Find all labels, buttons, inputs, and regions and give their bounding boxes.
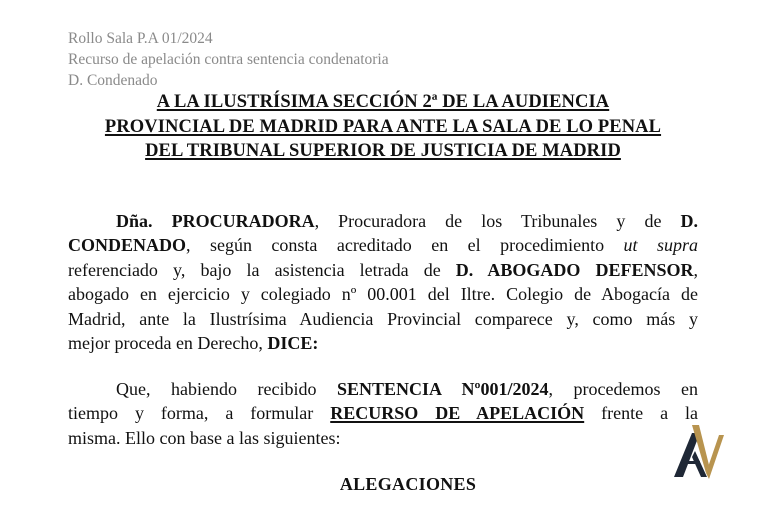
procurator-name: Dña. PROCURADORA <box>116 211 315 231</box>
sentence-reference: SENTENCIA Nº001/2024 <box>337 379 549 399</box>
document-title <box>60 90 706 164</box>
paragraph-line: abogado en ejercicio y colegiado nº 00.001 del Iltre. Colegio de Abogacía de <box>68 284 698 305</box>
paragraph-line: Que, habiendo recibido SENTENCIA Nº001/2024, procedemos en <box>116 379 698 399</box>
appeal-paragraph <box>68 377 698 450</box>
lawyer-name: D. ABOGADO DEFENSOR <box>455 259 694 280</box>
title-line-3: DEL TRIBUNAL SUPERIOR DE JUSTICIA DE MADRID <box>145 141 621 161</box>
section-heading: ALEGACIONES <box>339 474 477 494</box>
paragraph-line: Madrid, ante la Ilustrísima Audiencia Provincial comparece y, como más y <box>68 308 698 329</box>
paragraph-line: mejor proceda en Derecho, DICE: <box>68 333 319 354</box>
title-line-2: PROVINCIAL DE MADRID PARA ANTE LA SALA DE LO PENAL <box>104 116 662 137</box>
law-firm-monogram-logo-icon <box>668 421 726 483</box>
appeal-type: RECURSO DE APELACIÓN <box>330 403 585 424</box>
paragraph-line: referenciado y, bajo la asistencia letrada de D. ABOGADO DEFENSOR, <box>68 259 699 280</box>
case-reference-header <box>68 28 389 91</box>
appearance-paragraph <box>68 209 698 355</box>
paragraph-line: misma. Ello con base a las siguientes: <box>68 427 341 448</box>
case-roll-number: Rollo Sala P.A 01/2024 <box>68 30 213 47</box>
case-party: D. Condenado <box>68 72 158 89</box>
dice-keyword: DICE: <box>267 333 319 354</box>
client-name: CONDENADO <box>68 235 187 256</box>
title-line-1: A LA ILUSTRÍSIMA SECCIÓN 2ª DE LA AUDIENCIA <box>156 92 610 112</box>
paragraph-line: Dña. PROCURADORA, Procuradora de los Tribunales y de D. <box>116 211 699 231</box>
paragraph-line: tiempo y forma, a formular RECURSO DE APELACIÓN frente a la <box>68 403 699 424</box>
paragraph-line: CONDENADO, según consta acreditado en el procedimiento ut supra <box>68 235 698 256</box>
case-subject: Recurso de apelación contra sentencia condenatoria <box>68 51 389 68</box>
